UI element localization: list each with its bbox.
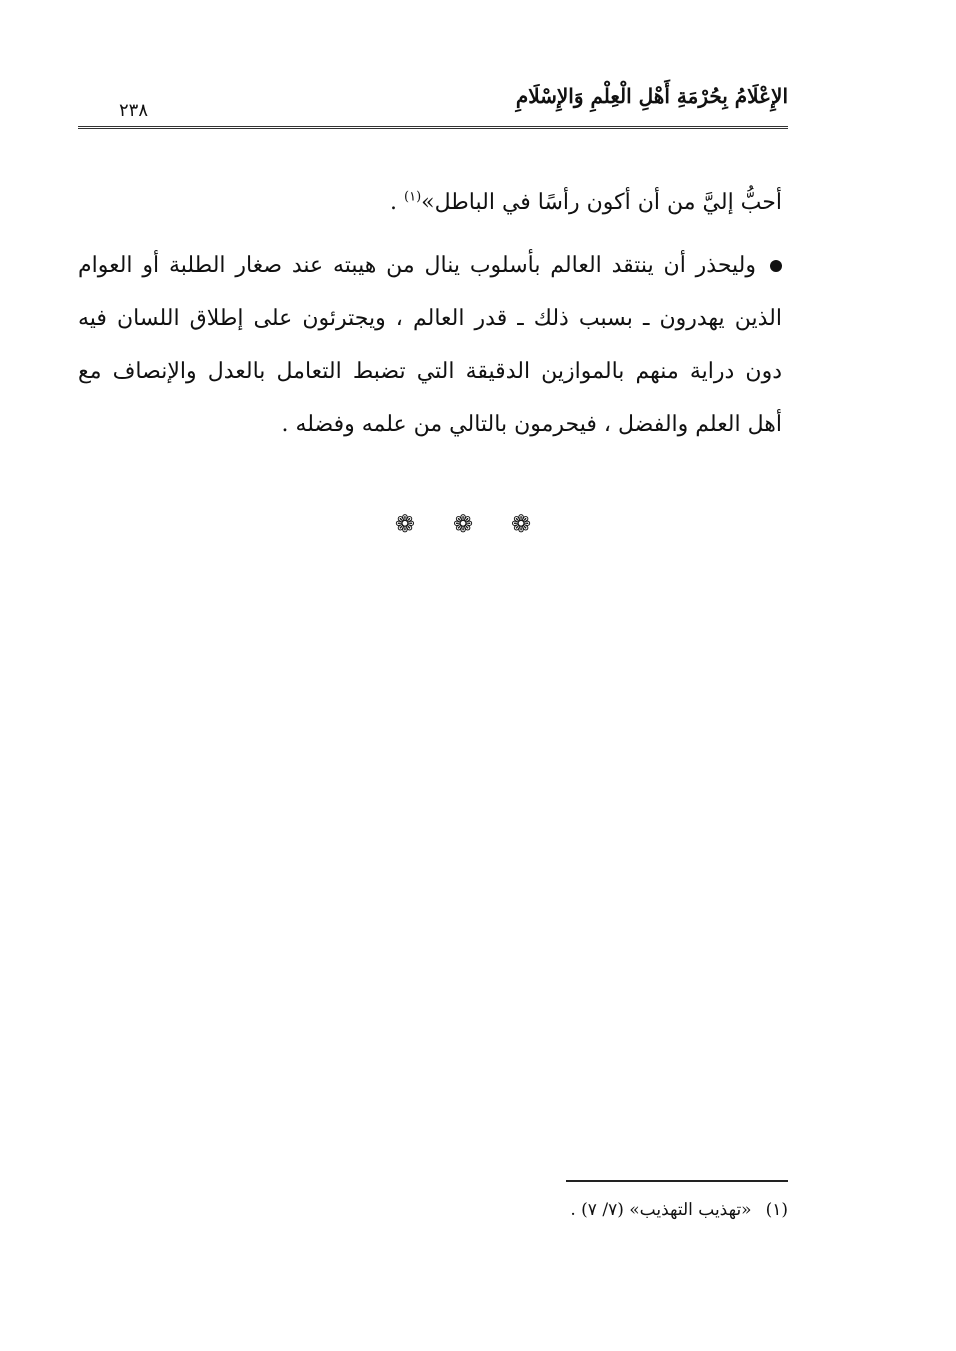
ornament-flower-icon: ❁ <box>394 510 445 538</box>
quote-text: أحبُّ إليَّ من أن أكون رأسًا في الباطل» <box>421 190 782 215</box>
bullet-icon <box>770 260 782 272</box>
paragraph-warning <box>78 239 782 451</box>
footnote-separator <box>566 1180 788 1182</box>
page-number: ٢٣٨ <box>118 100 148 121</box>
quote-end-punct: . <box>390 190 405 215</box>
book-title: الإِعْلَامُ بِحُرْمَةِ أَهْلِ الْعِلْمِ وَالإِسْلَامِ <box>515 84 788 108</box>
ornament-flower-icon: ❁ <box>511 510 562 538</box>
header-rule <box>78 126 788 129</box>
footnote-number: (١) <box>765 1200 788 1220</box>
ornament-flower-icon: ❁ <box>452 510 504 538</box>
running-header <box>78 78 788 128</box>
footnote-text: «تهذيب التهذيب» (٧/ ٧) . <box>570 1200 752 1220</box>
paragraph-quote-end <box>78 176 782 229</box>
footnote <box>300 1200 788 1220</box>
section-ornaments <box>0 510 956 538</box>
paragraph-gap <box>78 229 782 239</box>
footnote-reference: (١) <box>404 189 422 205</box>
main-text <box>78 176 782 451</box>
paragraph-warning-text: وليحذر أن ينتقد العالم بأسلوب ينال من هيبته عند صغار الطلبة أو العوام الذين يهدرون ـ بسبب ذلك ـ قدر العالم ، ويجترئون على إطلاق اللسان فيه دون دراية منهم بالموازين الدقيقة التي تضبط التعامل بالعدل والإنصاف مع أهل العلم والفضل ، فيحرمون بالتالي من علمه وفضله . <box>78 253 782 437</box>
